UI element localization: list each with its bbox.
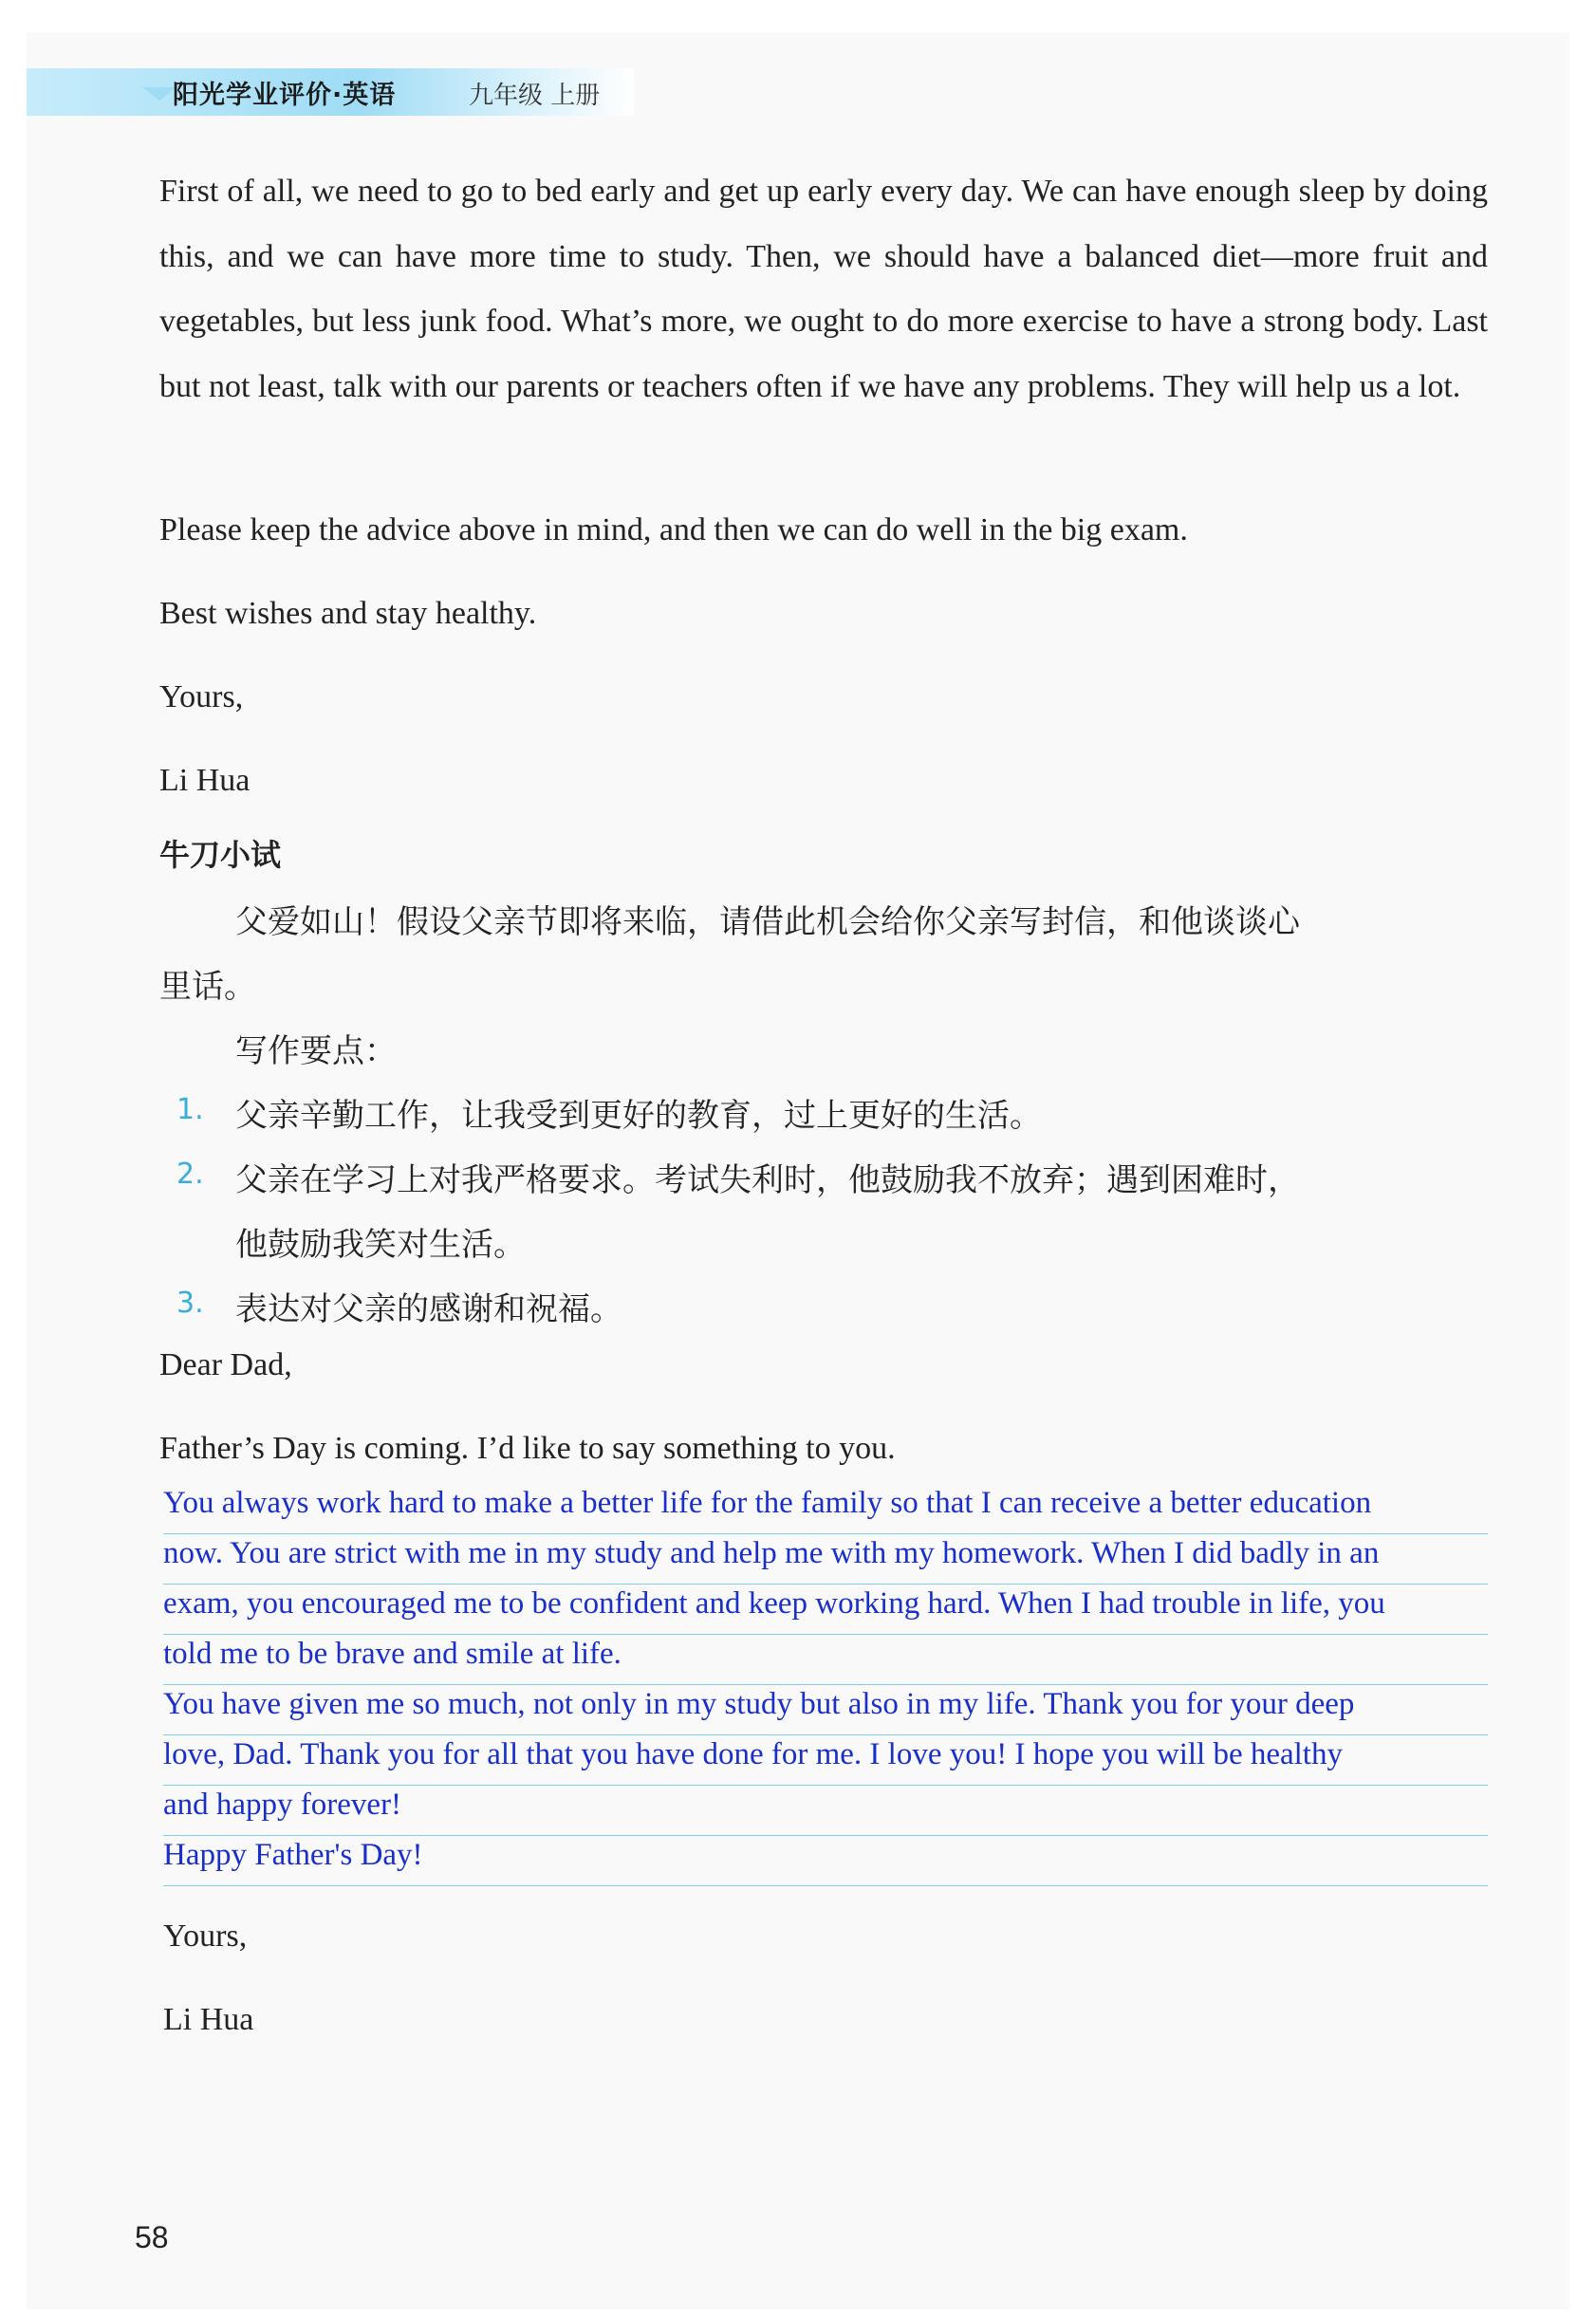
letter-closing: Yours, <box>159 679 244 714</box>
answer-line: told me to be brave and smile at life. <box>163 1637 622 1671</box>
answer-signature: Li Hua <box>163 2002 254 2037</box>
header-tab-marker <box>142 87 176 101</box>
requirement-text-continued: 他鼓励我笑对生活。 <box>235 1226 526 1264</box>
requirement-text: 表达对父亲的感谢和祝福。 <box>235 1290 622 1328</box>
requirements-label: 写作要点： <box>235 1032 397 1070</box>
writing-rule <box>163 1734 1488 1735</box>
answer-line: love, Dad. Thank you for all that you have done for me. I love you! I hope you will be healthy <box>163 1737 1343 1771</box>
letter-signature: Li Hua <box>159 763 251 798</box>
requirement-number: 1. <box>176 1093 204 1126</box>
answer-line: exam, you encouraged me to be confident and keep working hard. When I had trouble in life, you <box>163 1586 1385 1621</box>
answer-line: You always work hard to make a better life for the family so that I can receive a better education <box>163 1486 1372 1520</box>
wishes-line: Best wishes and stay healthy. <box>159 596 537 631</box>
book-grade: 九年级 上册 <box>469 82 601 110</box>
requirement-number: 2. <box>176 1158 204 1191</box>
answer-line: Happy Father's Day! <box>163 1838 423 1872</box>
exercise-prompt-line-2: 里话。 <box>159 968 256 1006</box>
letter-greeting: Dear Dad, <box>159 1347 292 1382</box>
writing-rule <box>163 1785 1488 1786</box>
exercise-heading: 牛刀小试 <box>159 837 282 873</box>
answer-closing: Yours, <box>163 1918 248 1954</box>
exercise-prompt-line-1: 父爱如山！假设父亲节即将来临，请借此机会给你父亲写封信，和他谈谈心 <box>235 903 1300 941</box>
book-title: 阳光学业评价·英语 <box>173 81 397 110</box>
writing-rule <box>163 1835 1488 1836</box>
writing-rule <box>163 1684 1488 1685</box>
letter-opening: Father’s Day is coming. I’d like to say something to you. <box>159 1431 896 1466</box>
model-letter-paragraph: First of all, we need to go to bed early and get up early every day. We can have enough sleep by doing this, and we can have more time to study. Then, we should have a balanced diet—more fruit and vegetables, but less junk food. What’s more, we ought to do more exercise to have a strong body. Last but not least, talk with our parents or teachers often if we have any problems. They will help us a lot. <box>159 174 1488 404</box>
answer-line: now. You are strict with me in my study and help me with my homework. When I did badly in an <box>163 1536 1380 1570</box>
requirement-text: 父亲在学习上对我严格要求。考试失利时，他鼓励我不放弃；遇到困难时， <box>235 1161 1300 1199</box>
writing-rule <box>163 1634 1488 1635</box>
requirement-number: 3. <box>176 1287 204 1320</box>
advice-line: Please keep the advice above in mind, and then we can do well in the big exam. <box>159 512 1188 547</box>
writing-rule <box>163 1885 1488 1886</box>
writing-rule <box>163 1584 1488 1585</box>
page-number: 58 <box>135 2220 169 2254</box>
answer-line: You have given me so much, not only in my study but also in my life. Thank you for your deep <box>163 1687 1355 1721</box>
requirement-text: 父亲辛勤工作，让我受到更好的教育，过上更好的生活。 <box>235 1097 1042 1135</box>
answer-line: and happy forever! <box>163 1788 402 1822</box>
writing-rule <box>163 1533 1488 1534</box>
